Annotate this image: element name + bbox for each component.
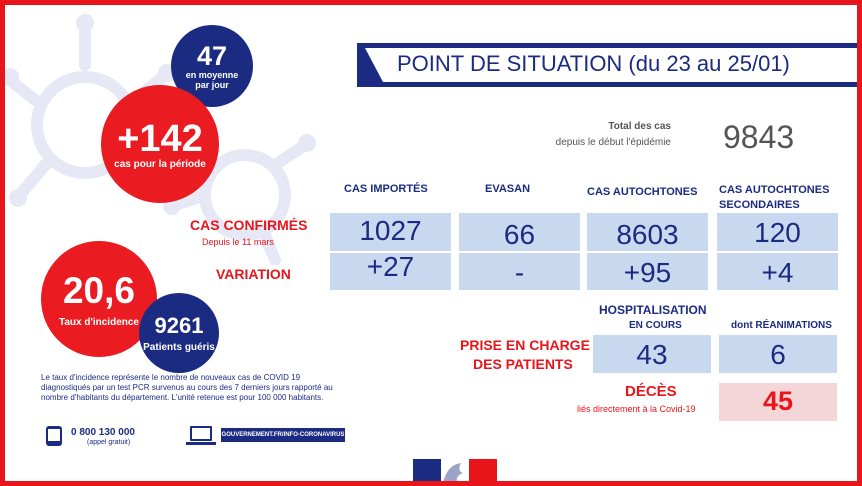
header-reanimations: dont RÉANIMATIONS: [731, 320, 832, 331]
confirmed-cas-autochtones: 8603: [616, 219, 679, 250]
header-cas-autochtones: CAS AUTOCHTONES: [587, 186, 698, 198]
row-label-cas-confirmes: CAS CONFIRMÉS: [190, 217, 308, 233]
care-label-line1: PRISE EN CHARGE: [460, 337, 590, 353]
recovered-circle: [139, 293, 219, 373]
header-cas-autochtones-secondaires: CAS AUTOCHTONES SECONDAIRES: [719, 184, 830, 211]
variation-cas-autochtones: +95: [623, 257, 672, 288]
deaths-value: 45: [762, 386, 794, 416]
confirmed-cas-autochtones-secondaires: 120: [754, 217, 801, 248]
reanimations-value: 6: [770, 339, 786, 370]
daily-average-line1: en moyenne: [185, 70, 239, 80]
title-banner: [357, 43, 862, 87]
laptop-icon: [186, 425, 216, 447]
row-sublabel-depuis: Depuis le 11 mars: [202, 237, 274, 247]
header-hospitalisation: HOSPITALISATION: [599, 303, 707, 317]
confirmed-cas-importes: 1027: [359, 215, 422, 246]
care-label-line2: DES PATIENTS: [473, 356, 573, 372]
period-cases-label: cas pour la période: [114, 158, 206, 170]
daily-average-value: 47: [196, 41, 228, 71]
deaths-label: DÉCÈS: [625, 383, 677, 400]
hospitalisation-value: 43: [636, 339, 668, 370]
total-label: Total des cas: [608, 121, 671, 132]
phone-number: 0 800 130 000: [71, 427, 135, 438]
website-link[interactable]: GOUVERNEMENT.FR/INFO-CORONAVIRUS: [221, 428, 345, 442]
variation-evasan: -: [514, 257, 525, 288]
daily-average-line2: par jour: [195, 80, 229, 90]
incidence-value: 20,6: [62, 269, 135, 311]
confirmed-evasan: 66: [503, 219, 536, 250]
period-cases-circle: [101, 85, 219, 203]
recovered-label: Patients guéris: [143, 341, 215, 353]
period-cases-value: +142: [117, 117, 203, 160]
deaths-sublabel: liés directement à la Covid-19: [577, 404, 696, 414]
marianne-logo: [413, 459, 497, 486]
phone-note: (appel gratuit): [87, 439, 131, 446]
header-evasan: EVASAN: [485, 183, 531, 195]
row-label-variation: VARIATION: [216, 266, 291, 282]
header-en-cours: EN COURS: [629, 320, 682, 331]
page-title: POINT DE SITUATION (du 23 au 25/01): [397, 51, 790, 76]
recovered-value: 9261: [154, 312, 204, 338]
incidence-footnote: Le taux d'incidence représente le nombre de nouveaux cas de COVID 19 diagnostiqués par un test PCR survenus au cours des 7 derniers jours rapporté au nombre d'habitants du département. L'unité retenue est pour 100 000 habitants.: [41, 373, 333, 402]
variation-cas-autochtones-secondaires: +4: [761, 257, 794, 288]
variation-cas-importes: +27: [366, 251, 415, 282]
total-sublabel: depuis le début l'épidémie: [555, 137, 671, 148]
phone-icon: [45, 425, 63, 447]
incidence-label: Taux d'incidence: [59, 316, 139, 328]
header-cas-importes: CAS IMPORTÉS: [344, 183, 428, 195]
total-value: 9843: [723, 119, 795, 155]
